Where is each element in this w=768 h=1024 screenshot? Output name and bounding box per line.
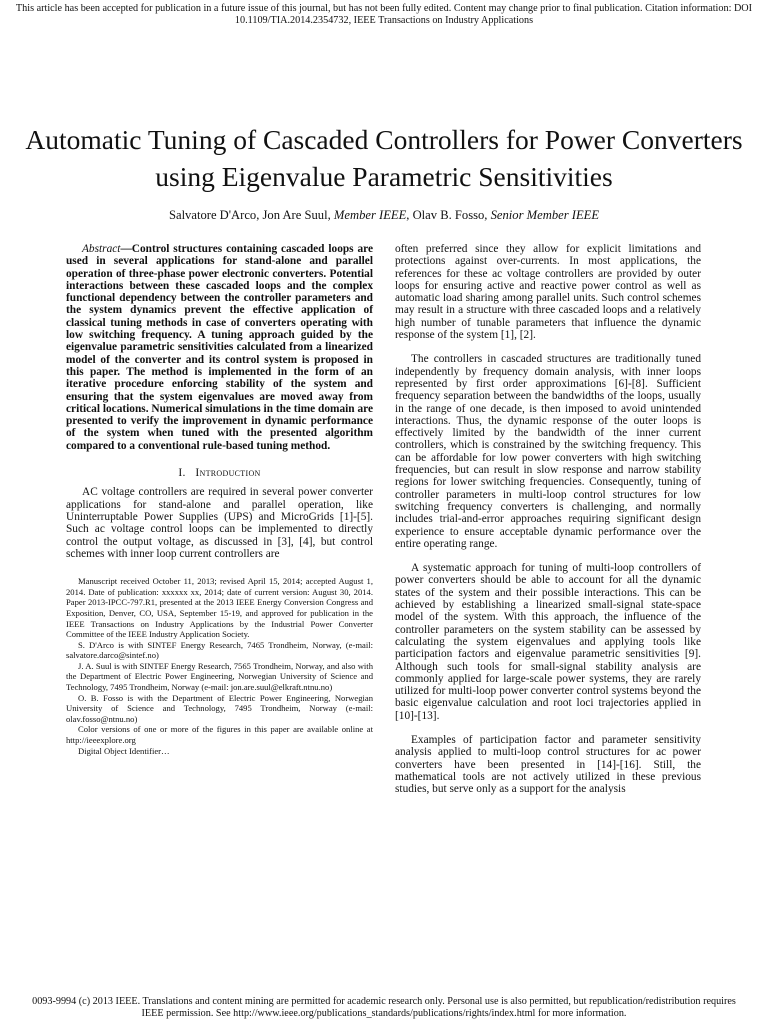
footnote-author-suul: J. A. Suul is with SINTEF Energy Research, 7565 Trondheim, Norway, and also with the Department of Electric Power Engineering, Norwegian University of Science and Technology, 7495 Trondheim, Norway (e-mail: jon.are.suul@elkraft.ntnu.no) bbox=[66, 660, 373, 693]
author-role-2: Senior Member IEEE bbox=[490, 208, 600, 222]
body-paragraph-3: A systematic approach for tuning of multi-loop controllers of power converters should be able to account for all the dynamic states of the system and their possible interactions. This can be achieved by establishing a linearized small-signal state-space model of the system. With this approach, the influence of the controller parameters on the system stability can be assessed by calculating the system eigenvalues and applying tools like participation factors and eigenvalue parametric sensitivities [9]. Although such tools for small-signal stability analysis are commonly applied for large-scale power systems, they are rarely utilized for multi-loop power converter control systems beyond the basic eigenvalue calculation and root loci trajectories applied in [10]-[13]. bbox=[395, 562, 701, 722]
author-names-2: , Olav B. Fosso, bbox=[406, 208, 491, 222]
author-names-1: Salvatore D'Arco, Jon Are Suul, bbox=[168, 208, 334, 222]
publication-status-note: This article has been accepted for publication in a future issue of this journal, but has not been fully edited. Content may change prior to final publication. Citation information: DOI 10.1109/TIA.2014.2354732, IEEE Transactions on Industry Applications bbox=[15, 3, 753, 26]
body-paragraph-continued: often preferred since they allow for explicit limitations and protections against over-currents. In most applications, the references for these ac voltage controllers are provided by outer loops for ensuring active and reactive power control as well as automatic load sharing among parallel units. Such control schemes may result in a structure with three cascaded loops and a relatively high number of tunable parameters that influence the dynamic response of the system [1], [2]. bbox=[395, 243, 701, 342]
author-line bbox=[20, 207, 748, 223]
section-name: Introduction bbox=[195, 466, 261, 480]
copyright-footer: 0093-9994 (c) 2013 IEEE. Translations and content mining are permitted for academic research only. Personal use is also permitted, but republication/redistribution requires IEEE permission. See http://www.ieee.org/publications_standards/publications/rights/index.html for more information. bbox=[32, 996, 736, 1019]
abstract bbox=[66, 243, 373, 452]
footnote-color-versions: Color versions of one or more of the figures in this paper are available online at http://ieeexplore.org bbox=[66, 724, 373, 746]
footnote-doi: Digital Object Identifier… bbox=[78, 745, 170, 756]
footnotes bbox=[66, 576, 373, 756]
intro-paragraph-1: AC voltage controllers are required in several power converter applications for stand-alone and parallel operation, like Uninterruptable Power Supplies (UPS) and MicroGrids [1]-[5]. Such ac voltage control loops can be implemented to directly control the output voltage, as discussed in [3], [4], but control schemes with inner loop current controllers are bbox=[66, 486, 373, 560]
footnote-manuscript: Manuscript received October 11, 2013; revised April 15, 2014; accepted August 1, 2014. Date of publication: xxxxxx xx, 2014; date of current version: August 30, 2014. Paper 2013-IPCC-797.R1, presented at the 2013 IEEE Energy Conversion Congress and Exposition, Denver, CO, USA, September 15-19, and approved for publication in the IEEE Transactions on Industry Applications by the Industrial Power Converter Committee of the IEEE Industry Application Society. bbox=[66, 576, 373, 640]
abstract-dash: — bbox=[120, 243, 132, 255]
footnote-author-darco: S. D'Arco is with SINTEF Energy Research, 7465 Trondheim, Norway, (e-mail: salvatore.darco@sintef.no) bbox=[66, 639, 373, 661]
body-paragraph-2: The controllers in cascaded structures are traditionally tuned independently by frequency domain analysis, with inner loops represented by first order approximations [6]-[8]. Sufficient frequency separation between the bandwidths of the loops, usually in the range of one decade, is then imposed to avoid unintended interactions. Thus, the dynamic response of the outer loops is effectively limited by the bandwidth of the inner current controllers, which is constrained by the switching frequency. This can be affordable for low power converters with high switching frequencies, but can result in slow response and narrow stability regions for lower switching frequencies. Consequently, tuning of controller parameters in multi-loop control structures for low switching frequency converters is challenging, and normally includes trial-and-error approaches requiring significant design experience to ensure acceptable dynamic performance over the entire operating range. bbox=[395, 353, 701, 550]
footnote-author-fosso: O. B. Fosso is with the Department of Electric Power Engineering, Norwegian University of Science and Technology, 7495 Trondheim, Norway (e-mail: olav.fosso@ntnu.no) bbox=[66, 692, 373, 724]
section-heading bbox=[66, 467, 373, 479]
left-column bbox=[66, 243, 373, 756]
author-role-1: Member IEEE bbox=[333, 208, 407, 222]
section-numeral: I. bbox=[178, 466, 186, 480]
abstract-body: Control structures containing cascaded loops are used in several applications for stand-alone and parallel operation of three-phase power electronic converters. Potential interactions between these cascaded loops and the complex functional dependency between the controller parameters and the system dynamics prevent the effective application of classical tuning methods in case of converters operating with low switching frequency. A tuning approach guided by the eigenvalue parametric sensitivities calculated from a linearized model of the converter and its control system is proposed in this paper. The method is implemented in the form of an iterative procedure enforcing stability of the system and ensuring that the system eigenvalues are moved away from critical locations. Numerical simulations in the time domain are presented to verify the improvement in dynamic performance of the system when tuned with the presented algorithm compared to a conventional rule-based tuning method. bbox=[66, 243, 373, 452]
body-paragraph-4: Examples of participation factor and parameter sensitivity analysis applied to multi-loop control structures for ac power converters have been presented in [14]-[16]. Still, the mathematical tools are not actively utilized in these previous studies, but serve only as a support for the analysis bbox=[395, 733, 701, 796]
abstract-label: Abstract bbox=[82, 243, 121, 255]
paper-title: Automatic Tuning of Cascaded Controllers for Power Converters using Eigenvalue Parametric Sensitivities bbox=[25, 124, 743, 192]
right-column bbox=[395, 243, 701, 795]
